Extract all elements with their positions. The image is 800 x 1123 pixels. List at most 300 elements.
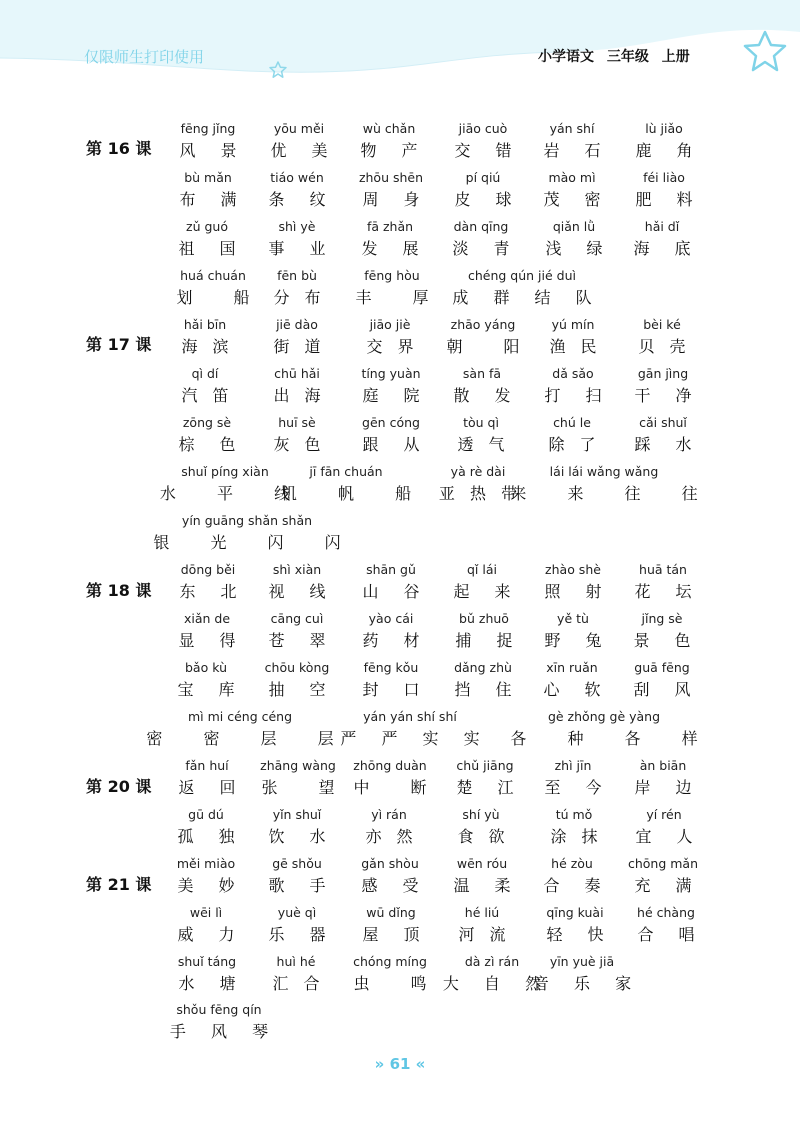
word-item <box>534 611 611 652</box>
hanzi: 茂 密 <box>543 190 611 209</box>
pinyin: sàn fā <box>462 366 502 381</box>
word-item <box>624 856 701 897</box>
hanzi: 挡 住 <box>454 680 522 699</box>
word-item <box>533 856 610 897</box>
pinyin: cāng cuì <box>270 611 324 626</box>
word-item <box>268 415 325 456</box>
hanzi: 肥 料 <box>635 190 703 209</box>
pinyin: yán shí <box>549 121 595 136</box>
word-item <box>167 807 244 848</box>
pinyin: chóng míng <box>353 954 427 969</box>
word-item <box>176 366 233 407</box>
pinyin: yán yán shí shí <box>363 709 457 724</box>
hanzi: 宜 人 <box>635 827 703 846</box>
word-item <box>452 807 509 848</box>
hanzi: 视 线 <box>268 582 336 601</box>
hanzi: 条 纹 <box>268 190 336 209</box>
print-watermark: 仅限师生打印使用 <box>84 48 205 66</box>
hanzi: 花 坛 <box>634 582 702 601</box>
pinyin: yì rán <box>371 807 407 822</box>
word-item <box>625 807 702 848</box>
word-item <box>623 611 700 652</box>
pinyin: lái lái wǎng wǎng <box>549 464 659 479</box>
hanzi: 分 布 <box>273 288 326 307</box>
hanzi: 苍 翠 <box>268 631 336 650</box>
pinyin: yīn yuè jiā <box>549 954 615 969</box>
word-item <box>623 660 700 701</box>
pinyin: gēn cóng <box>362 415 420 430</box>
hanzi: 布 满 <box>179 190 247 209</box>
word-row <box>0 317 800 361</box>
hanzi: 散 发 <box>453 386 521 405</box>
word-item <box>534 758 611 799</box>
hanzi: 合 奏 <box>543 876 611 895</box>
pinyin: gǎn shòu <box>361 856 419 871</box>
word-row <box>0 807 800 851</box>
hanzi: 充 满 <box>634 876 702 895</box>
word-item <box>625 170 702 211</box>
pinyin: yà rè dài <box>450 464 506 479</box>
pinyin: hǎi bīn <box>183 317 227 332</box>
word-item <box>160 1002 278 1043</box>
pinyin: gē shǒu <box>272 856 322 871</box>
hanzi: 朝 阳 <box>446 337 538 356</box>
word-item <box>169 121 246 162</box>
hanzi: 返 回 <box>178 778 246 797</box>
pinyin: yě tù <box>557 611 589 626</box>
pinyin: lù jiǎo <box>645 121 683 136</box>
pinyin: guā fēng <box>634 660 690 675</box>
hanzi: 虫 鸣 <box>353 974 445 993</box>
word-item <box>267 954 324 995</box>
pinyin: tiáo wén <box>270 170 324 185</box>
pinyin: qīng kuài <box>546 905 604 920</box>
pinyin: jiāo cuò <box>458 121 508 136</box>
pinyin: shuǐ táng <box>177 954 237 969</box>
pinyin: yào cái <box>368 611 414 626</box>
hanzi: 河 流 <box>458 925 511 944</box>
hanzi: 踩 水 <box>634 435 702 454</box>
hanzi: 岩 石 <box>543 141 611 160</box>
pinyin: chǔ jiāng <box>456 758 514 773</box>
hanzi: 刮 风 <box>633 680 701 699</box>
hanzi: 照 射 <box>544 582 612 601</box>
hanzi: 汇 合 <box>272 974 325 993</box>
hanzi: 野 兔 <box>544 631 612 650</box>
book-info: 小学语文 三年级 上册 <box>538 49 690 65</box>
hanzi: 机 帆 船 <box>280 484 430 503</box>
word-item <box>351 219 428 260</box>
hanzi: 音 乐 家 <box>532 974 642 993</box>
page-number <box>0 1055 800 1073</box>
word-row <box>0 219 800 263</box>
hanzi: 透 气 <box>457 435 510 454</box>
lesson-18-label: 第 18 课 <box>86 581 152 600</box>
word-item <box>352 170 429 211</box>
word-item <box>535 219 612 260</box>
word-item <box>624 562 701 603</box>
word-item <box>168 758 245 799</box>
pinyin: tú mǒ <box>555 807 593 822</box>
pinyin: hé liú <box>464 905 500 920</box>
word-row <box>0 856 800 900</box>
pinyin: tíng yuàn <box>361 366 421 381</box>
word-item <box>335 954 444 995</box>
pinyin: chōu kòng <box>264 660 330 675</box>
hanzi: 海 底 <box>633 239 701 258</box>
pinyin: shì yè <box>278 219 316 234</box>
word-item <box>533 170 610 211</box>
hanzi: 严 严 实 实 <box>340 729 490 748</box>
pinyin: yōu měi <box>273 121 325 136</box>
word-row <box>0 709 800 753</box>
word-item <box>442 219 519 260</box>
word-item <box>258 170 335 211</box>
word-item <box>169 170 246 211</box>
hanzi: 密 密 层 层 <box>146 729 352 748</box>
hanzi: 感 受 <box>361 876 429 895</box>
word-item <box>268 366 325 407</box>
right-chevrons-icon: « <box>415 1055 426 1073</box>
pinyin: hǎi dǐ <box>644 219 680 234</box>
word-item <box>268 317 325 358</box>
word-item <box>453 905 510 946</box>
pinyin: fēn bù <box>277 268 317 283</box>
hanzi: 周 身 <box>362 190 430 209</box>
hanzi: 轻 快 <box>546 925 614 944</box>
hanzi: 封 口 <box>362 680 430 699</box>
word-item <box>633 317 690 358</box>
word-item <box>492 464 715 505</box>
word-row <box>0 268 800 312</box>
hanzi: 抽 空 <box>268 680 336 699</box>
hanzi: 屋 顶 <box>362 925 430 944</box>
hanzi: 庭 院 <box>362 386 430 405</box>
hanzi: 涂 抹 <box>550 827 603 846</box>
word-item <box>268 268 325 309</box>
pinyin: fēng jǐng <box>180 121 236 136</box>
word-row <box>0 1002 800 1046</box>
word-item <box>167 660 244 701</box>
hanzi: 岸 边 <box>634 778 702 797</box>
word-item <box>169 562 246 603</box>
pinyin: dǎ sǎo <box>552 366 594 381</box>
hanzi: 来 来 往 往 <box>510 484 716 503</box>
pinyin: tòu qì <box>463 415 499 430</box>
word-row <box>0 170 800 214</box>
pinyin: hé chàng <box>637 905 695 920</box>
word-item <box>445 611 522 652</box>
pinyin: měi miào <box>176 856 236 871</box>
hanzi: 交 界 <box>366 337 419 356</box>
hanzi: 饮 水 <box>268 827 336 846</box>
word-item <box>258 660 335 701</box>
hanzi: 发 展 <box>361 239 429 258</box>
pinyin: bǔ zhuō <box>459 611 509 626</box>
pinyin: zōng sè <box>182 415 232 430</box>
word-item <box>442 268 601 309</box>
hanzi: 水 塘 <box>178 974 246 993</box>
word-item <box>444 660 521 701</box>
word-item <box>543 415 600 456</box>
pinyin: gān jìng <box>637 366 689 381</box>
word-item <box>545 807 602 848</box>
pinyin: shì xiàn <box>272 562 322 577</box>
hanzi: 食 欲 <box>457 827 510 846</box>
pinyin: gū dú <box>188 807 224 822</box>
hanzi: 打 扫 <box>544 386 612 405</box>
pinyin: shǒu fēng qín <box>176 1002 262 1017</box>
word-row <box>0 905 800 949</box>
word-item <box>492 709 715 750</box>
hanzi: 风 景 <box>179 141 247 160</box>
hanzi: 除 了 <box>548 435 601 454</box>
hanzi: 起 来 <box>453 582 521 601</box>
word-item <box>135 513 358 554</box>
left-chevrons-icon: » <box>374 1055 385 1073</box>
pinyin: dǎng zhù <box>454 660 512 675</box>
word-item <box>534 562 611 603</box>
pinyin: yǐn shuǐ <box>272 807 322 822</box>
pinyin: qǐ lái <box>467 562 497 577</box>
pinyin: jiāo jiè <box>369 317 411 332</box>
hanzi: 景 色 <box>633 631 701 650</box>
hanzi: 温 柔 <box>453 876 521 895</box>
pinyin: dà zì rán <box>464 954 520 969</box>
pinyin: xiǎn de <box>183 611 231 626</box>
word-item <box>260 121 337 162</box>
hanzi: 鹿 角 <box>635 141 703 160</box>
header-background <box>0 0 800 90</box>
word-item <box>167 905 244 946</box>
word-item <box>534 366 611 407</box>
word-row <box>0 415 800 459</box>
word-item <box>443 366 520 407</box>
word-item <box>452 415 509 456</box>
word-item <box>168 415 245 456</box>
hanzi: 皮 球 <box>454 190 522 209</box>
hanzi: 各 种 各 样 <box>510 729 716 748</box>
word-row <box>0 464 800 508</box>
hanzi: 至 今 <box>544 778 612 797</box>
word-row <box>0 954 800 998</box>
word-item <box>158 268 267 309</box>
hanzi: 心 软 <box>543 680 611 699</box>
hanzi: 街 道 <box>273 337 326 356</box>
hanzi: 汽 笛 <box>181 386 234 405</box>
hanzi: 山 谷 <box>362 582 430 601</box>
pinyin: jiē dào <box>276 317 318 332</box>
word-item <box>352 415 429 456</box>
pinyin: bèi ké <box>643 317 681 332</box>
pinyin: zhì jīn <box>554 758 592 773</box>
word-row <box>0 562 800 606</box>
pinyin: huá chuán <box>180 268 246 283</box>
pinyin: fā zhǎn <box>366 219 414 234</box>
word-item <box>360 807 417 848</box>
word-item <box>258 562 335 603</box>
word-item <box>352 905 429 946</box>
star-icon <box>745 32 785 70</box>
hanzi: 显 得 <box>178 631 246 650</box>
word-item <box>128 709 351 750</box>
word-item <box>624 366 701 407</box>
pinyin: xīn ruǎn <box>546 660 598 675</box>
word-item <box>446 758 523 799</box>
word-item <box>258 856 335 897</box>
pinyin: zǔ guó <box>186 219 228 234</box>
hanzi: 威 力 <box>177 925 245 944</box>
hanzi: 楚 江 <box>456 778 524 797</box>
pinyin: pí qiú <box>465 170 501 185</box>
hanzi: 水 平 线 <box>159 484 309 503</box>
pinyin: dàn qīng <box>453 219 509 234</box>
hanzi: 丰 厚 <box>355 288 447 307</box>
pinyin: chū hǎi <box>274 366 320 381</box>
word-item <box>623 219 700 260</box>
pinyin: fēng hòu <box>364 268 420 283</box>
word-row <box>0 611 800 655</box>
pinyin: shí yù <box>462 807 500 822</box>
hanzi: 干 净 <box>634 386 702 405</box>
hanzi: 乐 器 <box>268 925 336 944</box>
word-item <box>168 219 245 260</box>
word-item <box>352 611 429 652</box>
pinyin: cǎi shuǐ <box>639 415 687 430</box>
pinyin: yí rén <box>646 807 682 822</box>
hanzi: 亦 然 <box>365 827 418 846</box>
hanzi: 银 光 闪 闪 <box>153 533 359 552</box>
hanzi: 张 望 <box>261 778 353 797</box>
pinyin: huī sè <box>278 415 316 430</box>
hanzi: 中 断 <box>353 778 445 797</box>
pinyin: zhào shè <box>545 562 601 577</box>
pinyin: shān gǔ <box>366 562 416 577</box>
pinyin: dōng běi <box>180 562 236 577</box>
word-item <box>444 170 521 211</box>
hanzi: 药 材 <box>362 631 430 650</box>
word-item <box>443 562 520 603</box>
word-item <box>167 856 244 897</box>
pinyin: jī fān chuán <box>309 464 383 479</box>
lesson-17-label: 第 17 课 <box>86 335 152 354</box>
word-row <box>0 121 800 165</box>
word-item <box>443 856 520 897</box>
word-item <box>361 317 418 358</box>
word-item <box>168 954 245 995</box>
word-item <box>335 758 444 799</box>
pinyin: jǐng sè <box>641 611 683 626</box>
lesson-21-label: 第 21 课 <box>86 875 152 894</box>
hanzi: 淡 青 <box>452 239 520 258</box>
hanzi: 交 错 <box>454 141 522 160</box>
hanzi: 渔 民 <box>549 337 602 356</box>
pinyin: fēng kǒu <box>363 660 419 675</box>
word-item <box>258 905 335 946</box>
word-item <box>536 905 613 946</box>
page-number-value: 61 <box>389 1055 411 1073</box>
hanzi: 捕 捉 <box>455 631 523 650</box>
word-item <box>523 954 641 995</box>
word-item <box>352 660 429 701</box>
pinyin: wēn róu <box>456 856 508 871</box>
word-item <box>168 611 245 652</box>
word-item <box>350 121 427 162</box>
word-item <box>263 464 429 505</box>
hanzi: 成 群 结 队 <box>452 288 602 307</box>
pinyin: wù chǎn <box>362 121 416 136</box>
pinyin: féi liào <box>643 170 685 185</box>
word-item <box>176 317 233 358</box>
word-item <box>258 807 335 848</box>
word-item <box>337 268 446 309</box>
pinyin: bù mǎn <box>184 170 232 185</box>
word-item <box>258 219 335 260</box>
pinyin: qì dí <box>191 366 219 381</box>
hanzi: 事 业 <box>268 239 336 258</box>
hanzi: 灰 色 <box>273 435 326 454</box>
lesson-16-label: 第 16 课 <box>86 139 152 158</box>
word-item <box>627 905 704 946</box>
pinyin: zhōng duàn <box>353 758 427 773</box>
hanzi: 划 船 <box>176 288 268 307</box>
hanzi: 出 海 <box>273 386 326 405</box>
word-item <box>624 758 701 799</box>
pinyin: mì mi céng céng <box>187 709 293 724</box>
hanzi: 跟 从 <box>362 435 430 454</box>
word-row <box>0 660 800 704</box>
hanzi: 浅 绿 <box>545 239 613 258</box>
hanzi: 亚 热 带 <box>438 484 523 503</box>
word-item <box>533 121 610 162</box>
pinyin: wēi lì <box>189 905 223 920</box>
pinyin: chú le <box>553 415 591 430</box>
lesson-20-label: 第 20 课 <box>86 777 152 796</box>
word-item <box>351 856 428 897</box>
hanzi: 手 风 琴 <box>169 1022 279 1041</box>
pinyin: yuè qì <box>277 905 317 920</box>
word-row <box>0 758 800 802</box>
word-item <box>330 709 489 750</box>
word-item <box>544 317 601 358</box>
pinyin: yín guāng shǎn shǎn <box>181 513 313 528</box>
hanzi: 孤 独 <box>177 827 245 846</box>
pinyin: huā tán <box>639 562 687 577</box>
word-item <box>625 121 702 162</box>
pinyin: zhāo yáng <box>450 317 516 332</box>
pinyin: qiǎn lǜ <box>552 219 596 234</box>
word-item <box>258 611 335 652</box>
hanzi: 宝 库 <box>177 680 245 699</box>
word-item <box>624 415 701 456</box>
hanzi: 合 唱 <box>637 925 705 944</box>
pinyin: chōng mǎn <box>627 856 699 871</box>
pinyin: chéng qún jié duì <box>467 268 577 283</box>
pinyin: mào mì <box>548 170 596 185</box>
hanzi: 东 北 <box>179 582 247 601</box>
word-row <box>0 513 800 557</box>
hanzi: 棕 色 <box>178 435 246 454</box>
pinyin: gè zhǒng gè yàng <box>547 709 661 724</box>
pinyin: fǎn huí <box>185 758 229 773</box>
hanzi: 歌 手 <box>268 876 336 895</box>
pinyin: huì hé <box>276 954 316 969</box>
pinyin: zhōu shēn <box>358 170 424 185</box>
hanzi: 贝 壳 <box>638 337 691 356</box>
hanzi: 大 自 然 <box>442 974 552 993</box>
pinyin: shuǐ píng xiàn <box>181 464 269 479</box>
hanzi: 物 产 <box>360 141 428 160</box>
